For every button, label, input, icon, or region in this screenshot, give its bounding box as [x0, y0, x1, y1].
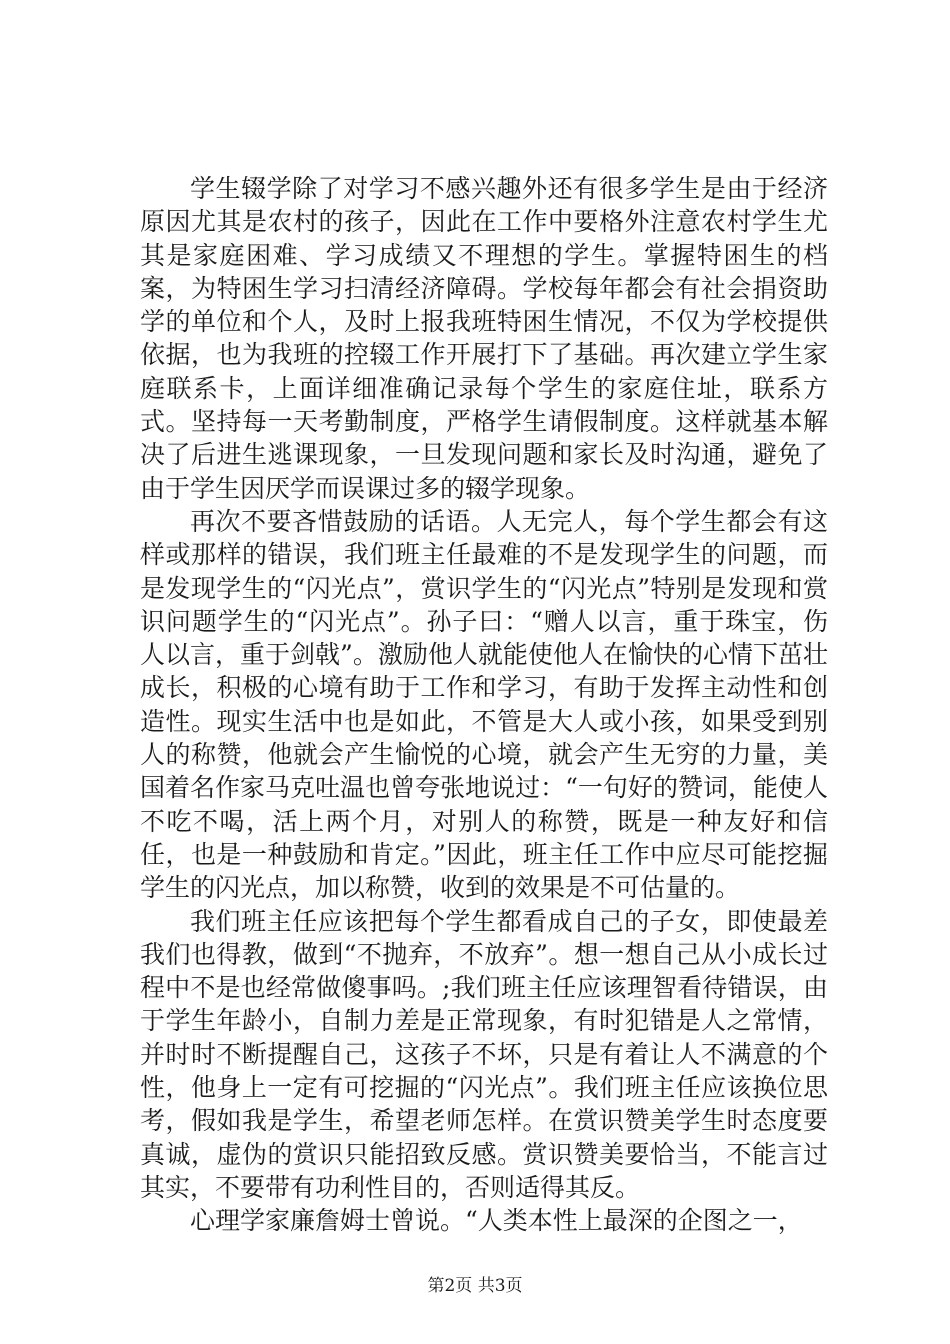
page-number-footer: 第2页 共3页: [427, 1276, 523, 1296]
paragraph-dropout-prevention: 学生辍学除了对学习不感兴趣外还有很多学生是由于经济原因尤其是农村的孩子，因此在工作中要格外注意农村学生尤其是家庭困难、学习成绩又不理想的学生。掌握特困生的档案，为特困生学习扫清经济障碍。学校每年都会有社会捐资助学的单位和个人，及时上报我班特困生情况，不仅为学校提供依据，也为我班的控辍工作开展打下了基础。再次建立学生家庭联系卡，上面详细准确记录每个学生的家庭住址，联系方式。坚持每一天考勤制度，严格学生请假制度。这样就基本解决了后进生逃课现象，一旦发现问题和家长及时沟通，避免了由于学生因厌学而误课过多的辍学现象。: [140, 174, 828, 503]
paragraph-treat-as-children: 我们班主任应该把每个学生都看成自己的子女，即使最差我们也得教，做到“不抛弃，不放弃”。想一想自己从小成长过程中不是也经常做傻事吗。;我们班主任应该理智看待错误，由于学生年龄小，自制力差是正常现象，有时犯错是人之常情，并时时不断提醒自己，这孩子不坏，只是有着让人不满意的个性，他身上一定有可挖掘的“闪光点”。我们班主任应该换位思考，假如我是学生，希望老师怎样。在赏识赞美学生时态度要真诚，虚伪的赏识只能招致反感。赏识赞美要恰当，不能言过其实，不要带有功利性目的，否则适得其反。: [140, 906, 828, 1202]
document-body: [140, 172, 828, 1238]
paragraph-encouragement: 再次不要吝惜鼓励的话语。人无完人，每个学生都会有这样或那样的错误，我们班主任最难的不是发现学生的问题，而是发现学生的“闪光点”，赏识学生的“闪光点”特别是发现和赏识问题学生的“闪光点”。孙子曰：“赠人以言，重于珠宝，伤人以言，重于剑戟”。激励他人就能使他人在愉快的心情下茁壮成长，积极的心境有助于工作和学习，有助于发挥主动性和创造性。现实生活中也是如此，不管是大人或小孩，如果受到别人的称赞，他就会产生愉悦的心境，就会产生无穷的力量，美国着名作家马克吐温也曾夸张地说过：“一句好的赞词，能使人不吃不喝，活上两个月，对别人的称赞，既是一种友好和信任，也是一种鼓励和肯定。”因此，班主任工作中应尽可能挖掘学生的闪光点，加以称赞，收到的效果是不可估量的。: [140, 506, 828, 903]
paragraph-psychologist-quote: 心理学家廉詹姆士曾说。“人类本性上最深的企图之一，: [190, 1206, 803, 1236]
